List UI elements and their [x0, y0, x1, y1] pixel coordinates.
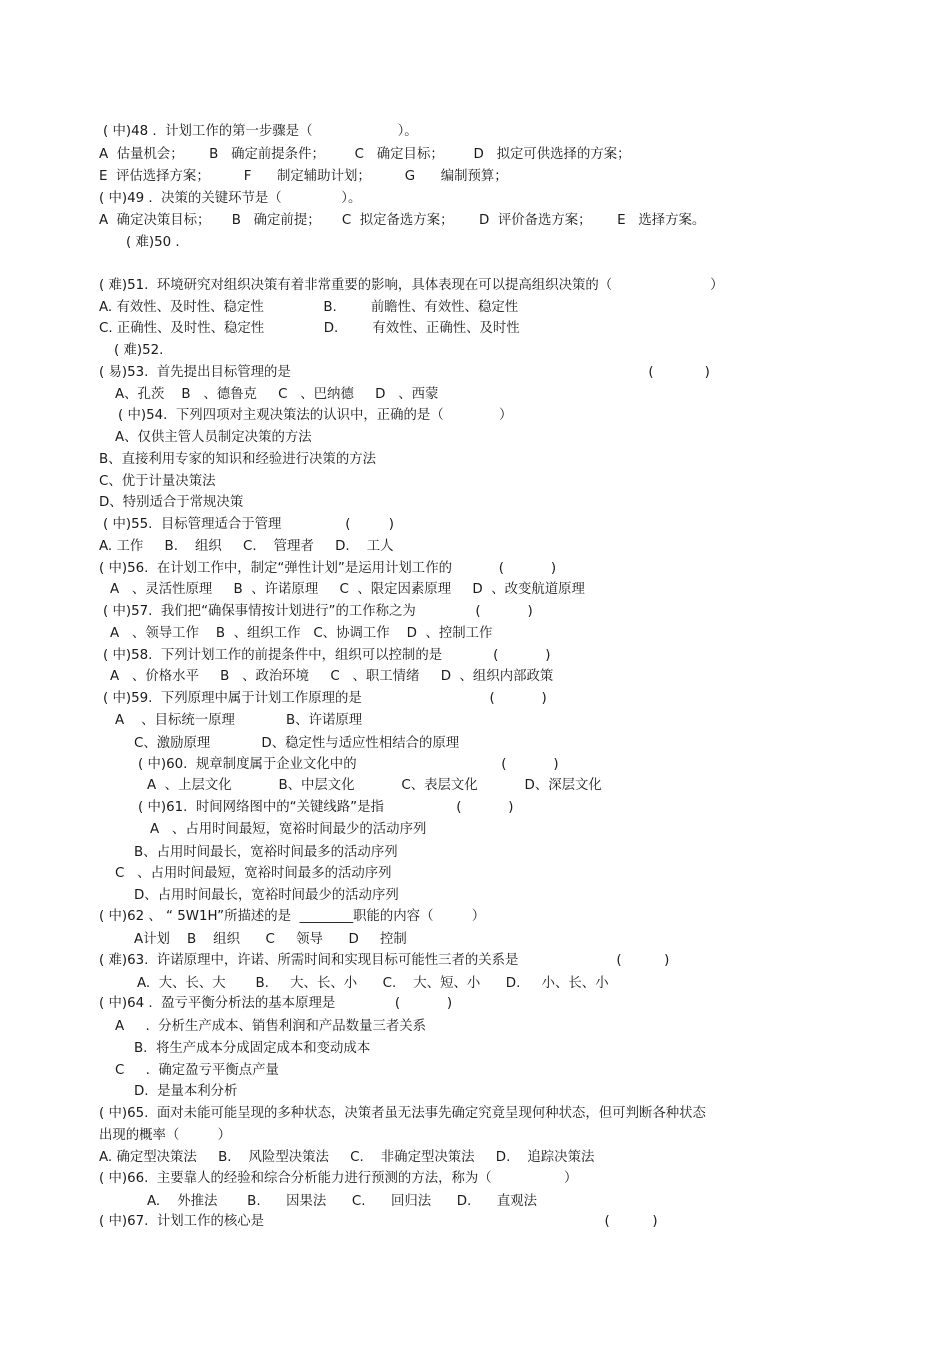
question-62: ( 中)62 、 “ 5W1H”所描述的是 ________职能的内容（ ）: [99, 909, 486, 924]
q64-option-a: A . 分析生产成本、销售利润和产品数量三者关系: [115, 1019, 427, 1034]
q54-option-a: A、仅供主管人员制定决策的方法: [115, 430, 312, 445]
q65-options: A. 确定型决策法 B. 风险型决策法 C. 非确定型决策法 D. 追踪决策法: [99, 1150, 595, 1165]
question-57: ( 中)57. 我们把“确保事情按计划进行”的工作称之为 ( ): [103, 604, 533, 619]
question-50: ( 难)50 .: [126, 235, 180, 250]
q48-options-line-2: E 评估选择方案； F 制定辅助计划； G 编制预算；: [99, 169, 508, 184]
q61-option-d: D、占用时间最长，宽裕时间最少的活动序列: [134, 888, 399, 903]
question-63: ( 难)63. 许诺原理中，许诺、所需时间和实现目标可能性三者的关系是 ( ): [99, 953, 670, 968]
q61-option-a: A 、占用时间最短，宽裕时间最少的活动序列: [150, 822, 427, 837]
question-66: ( 中)66. 主要靠人的经验和综合分析能力进行预测的方法，称为（ ）: [99, 1171, 578, 1186]
q48-options-line-1: A 估量机会； B 确定前提条件； C 确定目标； D 拟定可供选择的方案；: [99, 147, 631, 162]
q59-options-line-1: A 、目标统一原理 B、许诺原理: [115, 713, 363, 728]
question-49: ( 中)49 . 决策的关键环节是（ ）。: [99, 191, 362, 206]
q59-options-line-2: C、激励原理 D、稳定性与适应性相结合的原理: [134, 736, 460, 751]
q51-options-line-1: A. 有效性、及时性、稳定性 B. 前瞻性、有效性、稳定性: [99, 300, 519, 315]
q51-options-line-2: C. 正确性、及时性、稳定性 D. 有效性、正确性、及时性: [99, 321, 520, 336]
question-52: ( 难)52.: [114, 343, 164, 358]
question-61: ( 中)61. 时间网络图中的“关键线路”是指 ( ): [138, 800, 514, 815]
q64-option-b: B. 将生产成本分成固定成本和变动成本: [134, 1041, 371, 1056]
q49-options: A 确定决策目标； B 确定前提； C 拟定备选方案； D 评价备选方案； E 选择方案。: [99, 213, 706, 228]
question-55: ( 中)55. 目标管理适合于管理 ( ): [103, 517, 395, 532]
q58-options: A 、价格水平 B 、政治环境 C 、职工情绪 D 、组织内部政策: [110, 669, 554, 684]
q55-options: A. 工作 B. 组织 C. 管理者 D. 工人: [99, 539, 394, 554]
q56-options: A 、灵活性原理 B 、许诺原理 C 、限定因素原理 D 、改变航道原理: [110, 582, 585, 597]
question-60: ( 中)60. 规章制度属于企业文化中的 ( ): [138, 757, 559, 772]
q54-option-d: D、特别适合于常规决策: [99, 495, 244, 510]
q64-option-d: D. 是量本利分析: [134, 1084, 238, 1099]
q63-options: A. 大、长、大 B. 大、长、小 C. 大、短、小 D. 小、长、小: [137, 976, 609, 991]
q61-option-b: B、占用时间最长，宽裕时间最多的活动序列: [134, 845, 398, 860]
question-53: ( 易)53. 首先提出目标管理的是 ( ): [99, 365, 710, 380]
question-51: ( 难)51. 环境研究对组织决策有着非常重要的影响，具体表现在可以提高组织决策的（ ）: [99, 278, 724, 293]
q62-options: A计划 B 组织 C 领导 D 控制: [134, 932, 407, 947]
question-56: ( 中)56. 在计划工作中，制定“弹性计划”是运用计划工作的 ( ): [99, 561, 557, 576]
q53-options: A、孔茨 B 、德鲁克 C 、巴纳德 D 、西蒙: [115, 387, 439, 402]
q54-option-c: C、优于计量决策法: [99, 474, 216, 489]
question-59: ( 中)59. 下列原理中属于计划工作原理的是 ( ): [103, 691, 547, 706]
question-65: ( 中)65. 面对未能可能呈现的多种状态，决策者虽无法事先确定究竟呈现何种状态，但可判断各种状态: [99, 1106, 706, 1121]
question-54: ( 中)54. 下列四项对主观决策法的认识中，正确的是（ ）: [118, 408, 513, 423]
q54-option-b: B、直接利用专家的知识和经验进行决策的方法: [99, 452, 376, 467]
q60-options: A 、上层文化 B、中层文化 C、表层文化 D、深层文化: [147, 778, 602, 793]
question-65-cont: 出现的概率（ ）: [99, 1128, 232, 1143]
q66-options: A. 外推法 B. 因果法 C. 回归法 D. 直观法: [147, 1194, 538, 1209]
q57-options: A 、领导工作 B 、组织工作 C、协调工作 D 、控制工作: [110, 626, 493, 641]
question-64: ( 中)64 . 盈亏平衡分析法的基本原理是 ( ): [99, 996, 453, 1011]
question-58: ( 中)58. 下列计划工作的前提条件中，组织可以控制的是 ( ): [103, 648, 551, 663]
q61-option-c: C 、占用时间最短，宽裕时间最多的活动序列: [115, 866, 392, 881]
q64-option-c: C . 确定盈亏平衡点产量: [115, 1063, 279, 1078]
question-48: ( 中)48 . 计划工作的第一步骤是（ ）。: [103, 124, 418, 139]
question-67: ( 中)67. 计划工作的核心是 ( ): [99, 1214, 658, 1229]
